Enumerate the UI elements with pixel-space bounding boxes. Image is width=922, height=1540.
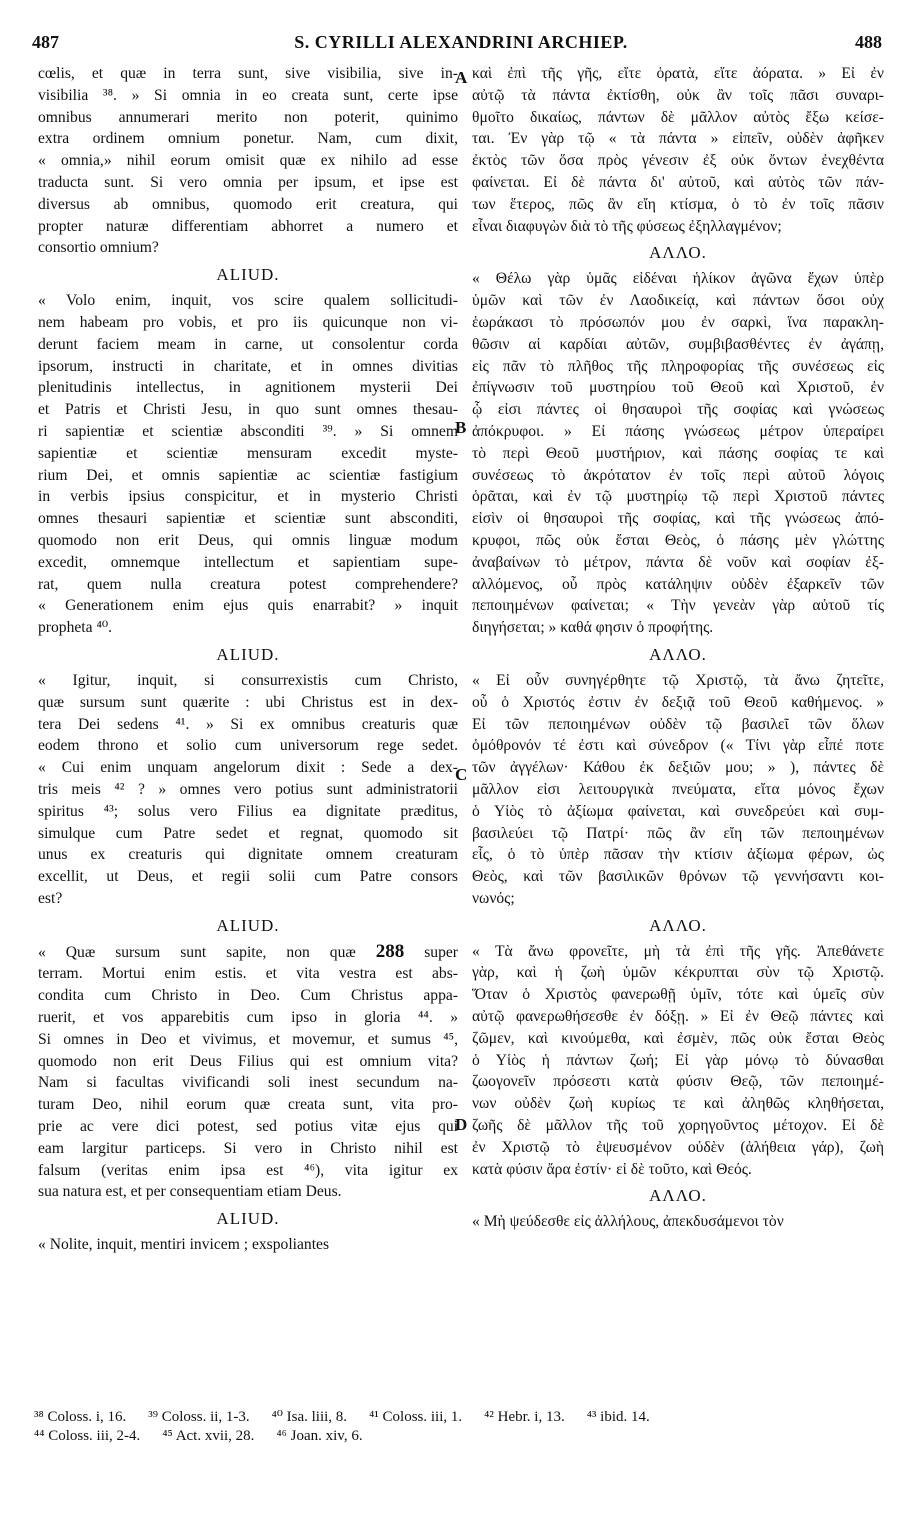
text-line: τῶν ἀγγέλων· Κάθου ἐκ δεξιῶν μου; » ), πάντες δὲ	[472, 759, 884, 777]
footnote-row	[34, 1408, 894, 1427]
text-line: βασιλεύει τῷ Πατρί· πῶς ἂν εἴη τῶν πεποιημένων	[472, 824, 884, 842]
text-line: eodem throno et solio cum universorum rege sedet.	[38, 737, 458, 755]
text-paragraph	[38, 670, 458, 910]
footnote-item: ⁴⁶ Joan. xiv, 6.	[276, 1428, 363, 1444]
text-line: eam largitur particeps. Si vero in Christo nihil est	[38, 1139, 458, 1157]
text-line: in verbis ipsius conspicitur, et in mysterio Christi	[38, 488, 458, 506]
section-heading: ALIUD.	[216, 1209, 280, 1229]
text-line: ὁρᾶται, καὶ ἐν τῷ μυστηρίῳ τῷ περὶ Χριστοῦ πάντες	[472, 488, 884, 506]
text-line: sapientiæ et scientiæ mensuram excedit myste-	[38, 444, 458, 462]
column-number: 288	[375, 940, 405, 962]
text-line: Nam si facultas vivificandi soli inest secundum na-	[38, 1074, 458, 1092]
text-line: εἷς, ὁ τὸ ὑπὲρ πᾶσαν τὴν κτίσιν ἀξίωμα φέρων, ὡς	[472, 846, 884, 864]
text-line: omnibus annumerari merito non poterit, quinimo	[38, 108, 458, 126]
footnote-item: ⁴⁵ Act. xvii, 28.	[162, 1428, 255, 1444]
text-line: ὁμόθρονόν τέ ἐστι καὶ σύνεδρον (« Τίνι γὰρ εἶπέ ποτε	[472, 737, 884, 755]
text-line: συνέσεως τὸ ἀκρότατον ἐν τοῖς περὶ αὐτοῦ λόγοις	[472, 466, 884, 484]
text-line: Εἰ τῶν πεποιημένων οὐδὲν τῷ βασιλεῖ τῶν ὅλων	[472, 715, 884, 733]
text-line: γὰρ, καὶ ἡ ζωὴ ὑμῶν κέκρυπται σὺν τῷ Χριστῷ.	[472, 964, 884, 982]
text-line: quæ sursum sunt quærite : ubi Christus est in dex-	[38, 693, 458, 711]
text-line: « Τὰ ἄνω φρονεῖτε, μὴ τὰ ἐπὶ τῆς γῆς. Ἀπεθάνετε	[472, 942, 884, 960]
text-line: sua natura est, et per consequentiam etiam Deus.	[38, 1183, 342, 1201]
text-paragraph	[38, 63, 458, 259]
footnote-item: ⁴³ ibid. 14.	[586, 1409, 650, 1425]
text-line: ἑωράκασι τὸ πρόσωπόν μου ἐν σαρκὶ, ἵνα παρακλη-	[472, 313, 884, 331]
latin-column	[38, 63, 458, 1256]
text-line: turam Deo, nihil eorum quæ creata sunt, vita pro-	[38, 1096, 458, 1114]
text-line: excellit, ut Deus, et regii solii cum Patre consors	[38, 868, 458, 886]
text-line: ζωογονεῖν πρόσεστι κατὰ φύσιν Θεῷ, τῶν πεποιημέ-	[472, 1073, 884, 1091]
text-line: « Generationem enim ejus quis enarrabit? » inquit	[38, 597, 458, 615]
footnotes	[34, 1408, 894, 1446]
text-line: νωνός;	[472, 889, 515, 907]
text-line: omnes thesauri sapientiæ et scientiæ sunt absconditi,	[38, 510, 458, 528]
text-line: « Volo enim, inquit, vos scire qualem sollicitudi-	[38, 292, 458, 310]
text-line: οὗ ὁ Χριστός ἐστιν ἐν δεξιᾷ τοῦ Θεοῦ καθήμενος. »	[472, 693, 884, 711]
text-line: Ὅταν ὁ Χριστὸς φανερωθῇ ὑμῖν, τότε καὶ ὑμεῖς σὺν	[472, 986, 884, 1004]
text-line: spiritus ⁴³; solus vero Filius ea dignitate præditus,	[38, 802, 458, 820]
text-line: διηγήσεται; » καθά φησιν ὁ προφήτης.	[472, 619, 714, 637]
text-line: αὐτῷ φανερωθήσεσθε ἐν δόξῃ. » Εἰ ἐν Θεῷ πάντες καὶ	[472, 1008, 884, 1026]
text-line: θῶσιν αἱ καρδίαι αὐτῶν, συμβιβασθέντες ἐν ἀγάπῃ,	[472, 335, 884, 353]
text-line: « Quæ sursum sunt sapite, non quæ 288 super	[38, 940, 458, 962]
text-line: quomodo non erit Deus Filius qui est omnium vita?	[38, 1052, 458, 1070]
text-line: falsum (veritas enim ipsa est ⁴⁶), vita igitur ex	[38, 1161, 458, 1179]
text-line: prie ac vere dici potest, sed potius vitæ ejus qui	[38, 1118, 458, 1136]
text-line: ζωῆς δὲ μᾶλλον τῆς τοῦ χορηγοῦντος μέτοχον. Εἰ δὲ	[472, 1117, 884, 1135]
left-page-number: 487	[32, 32, 59, 52]
right-page-number: 488	[855, 32, 882, 52]
text-line: καὶ ἐπὶ τῆς γῆς, εἴτε ὁρατὰ, εἴτε ἀόρατα. » Εἰ ἐν	[472, 65, 884, 82]
footnote-item: ³⁸ Coloss. i, 16.	[34, 1409, 127, 1425]
page-header	[0, 32, 922, 62]
section-heading: ΑΛΛΟ.	[649, 644, 707, 664]
text-line: ὁ Υἱὸς ἡ πάντων ζωή; Εἰ γὰρ μόνῳ τὸ δύνασθαι	[472, 1051, 884, 1069]
text-line: ᾧ εἰσι πάντες οἱ θησαυροὶ τῆς σοφίας καὶ γνώσεως	[472, 401, 884, 419]
text-line: ὑμῶν καὶ τῶν ἐν Λαοδικείᾳ, καὶ πάντων ὅσοι οὐχ	[472, 292, 884, 310]
section-heading: ALIUD.	[216, 265, 280, 285]
text-line: ἀπόκρυφοι. » Εἰ πάσης γνώσεως μέτρον ὑπεραίρει	[472, 422, 884, 440]
text-line: tris meis ⁴² ? » omnes vero potius sunt administratorii	[38, 780, 458, 798]
text-line: φαίνεται. Εἰ δὲ πάντα δι' αὐτοῦ, καὶ αὐτὸς τῶν πάν-	[472, 173, 884, 191]
text-line: terram. Mortui enim estis. et vita vestra est abs-	[38, 965, 458, 983]
text-paragraph	[38, 290, 458, 639]
section-heading: ΑΛΛΟ.	[649, 1186, 707, 1206]
text-line: est?	[38, 889, 63, 907]
section-heading: ΑΛΛΟ.	[649, 915, 707, 935]
text-line: « Μὴ ψεύδεσθε εἰς ἀλλήλους, ἀπεκδυσάμενοι τὸν	[472, 1213, 784, 1231]
text-line: « Cui enim unquam angelorum dixit : Sede a dex-	[38, 759, 458, 777]
text-line: ipsorum, instructi in charitate, et in omnes divitias	[38, 357, 458, 375]
text-line: visibilia ³⁸. » Si omnia in eo creata sunt, certe ipse	[38, 86, 458, 104]
text-line: μᾶλλον εἰσι λειτουργικὰ πνεύματα, εἴτα μόνος ἔχων	[472, 780, 884, 798]
text-line: εἰς πᾶν τὸ πλῆθος τῆς πληροφορίας τῆς συνέσεως εἰς	[472, 357, 884, 375]
text-line: derunt faciem meam in carne, ut consolentur corda	[38, 335, 458, 353]
text-line: νων οὐδὲν ζωὴ κυρίως τε καὶ ἀληθῶς κληθήσεται,	[472, 1095, 884, 1113]
text-paragraph	[472, 670, 884, 910]
text-line: cœlis, et quæ in terra sunt, sive visibilia, sive in-	[38, 65, 458, 82]
margin-marker-b: B	[455, 418, 467, 437]
text-line: Si omnes in Deo et vivimus, et movemur, et sumus ⁴⁵,	[38, 1030, 458, 1048]
text-line: ri sapientiæ et scientiæ absconditi ³⁹. » Si omnem	[38, 422, 458, 440]
text-line: propheta ⁴⁰.	[38, 619, 113, 637]
text-line: consortio omnium?	[38, 239, 159, 257]
text-line: excedit, omnemque intellectum et sapientiam supe-	[38, 553, 458, 571]
footnote-item: ³⁹ Coloss. ii, 1-3.	[148, 1409, 250, 1425]
text-line: et Patris et Christi Jesu, in quo sunt omnes thesau-	[38, 401, 458, 419]
text-line: « Igitur, inquit, si consurrexistis cum Christo,	[38, 671, 458, 689]
text-line: ἀναβαίνων τὸ μέτρον, πάντα δὲ νοῦν καὶ σοφίαν ἐξ-	[472, 553, 884, 571]
text-line: rat, quem nulla creatura potest comprehendere?	[38, 575, 458, 593]
text-line: κρυφοι, πῶς οὐκ ἔσται Θεὸς, ὁ πάσης μὲν γλώττης	[472, 531, 884, 549]
text-line: εἶναι διαφυγὼν διὰ τὸ τῆς φύσεως ἐξηλλαγμένον;	[472, 217, 782, 235]
text-line: simulque cum Patre sedet et regnat, quomodo sit	[38, 824, 458, 842]
running-title: S. CYRILLI ALEXANDRINI ARCHIEP.	[294, 32, 628, 52]
text-line: εἰσὶν οἱ θησαυροὶ τῆς σοφίας, καὶ τῆς γνώσεως ἀπό-	[472, 510, 884, 528]
section-heading: ALIUD.	[216, 644, 280, 664]
text-line: rium Dei, et omnis sapientiæ ac scientiæ fastigium	[38, 466, 458, 484]
text-line: quomodo non erit Deus, qui omnis linguæ modum	[38, 531, 458, 549]
text-line: ἐν Χριστῷ τὸ ἐψευσμένον οὐδὲν (ἀλήθεια γάρ), ζωὴ	[472, 1138, 884, 1156]
text-line: condita cum Christo in Deo. Cum Christus appa-	[38, 987, 458, 1005]
text-line: propter naturæ differentiam abhorret a numero et	[38, 217, 458, 235]
footnote-item: ⁴⁰ Isa. liii, 8.	[271, 1409, 348, 1425]
text-line: κατὰ φύσιν ἄρα ἐστίν· εἰ δὲ τοῦτο, καὶ Θεός.	[472, 1160, 752, 1178]
margin-marker-d: D	[455, 1115, 468, 1134]
section-heading: ΑΛΛΟ.	[649, 243, 707, 263]
text-line: των ἕτερος, πῶς ἂν εἴη κτίσμα, ὁ τὸ ἐν τοῖς πᾶσιν	[472, 195, 884, 213]
text-line: nem habeam pro vobis, et pro iis quicunque non vi-	[38, 313, 458, 331]
text-line: αὐτῷ τὰ πάντα ἐκτίσθη, οὐκ ἂν τοῖς πᾶσι συναρι-	[472, 86, 884, 104]
text-line: θμοῖτο δικαίως, πάντων δὲ μᾶλλον αὐτὸς ἔξω κείσε-	[472, 108, 884, 126]
text-line: ται. Ἐν γὰρ τῷ « τὰ πάντα » εἰπεῖν, οὐδὲν ἀφῆκεν	[472, 130, 884, 148]
text-line: « omnia,» nihil eorum omisit quæ ex nihilo ad esse	[38, 152, 458, 170]
text-line: ὁ Υἱὸς τὸ ἀξίωμα φαίνεται, καὶ συνεδρεύει καὶ συμ-	[472, 802, 884, 820]
text-line: τὸ περὶ Θεοῦ μυστήριον, καὶ πάσης σοφίας τε καὶ	[472, 444, 884, 462]
text-paragraph	[472, 941, 884, 1181]
text-line: plenitudinis intellectus, in agnitionem mysterii Dei	[38, 379, 458, 397]
text-line: « Θέλω γὰρ ὑμᾶς εἰδέναι ἡλίκον ἀγῶνα ἔχων ὑπὲρ	[472, 270, 884, 288]
text-line: unus ex creaturis qui dignitate omnem creaturam	[38, 846, 458, 864]
text-line: traducta sunt. Si vero omnia per ipsum, et ipse est	[38, 173, 458, 191]
text-paragraph	[472, 63, 884, 237]
text-line: tera Dei sedens ⁴¹. » Si ex omnibus creaturis quæ	[38, 715, 458, 733]
text-line: ζῶμεν, καὶ κινούμεθα, καὶ ἐσμὲν, πῶς οὐκ ἔσται Θεὸς	[472, 1029, 884, 1047]
text-line: πεποιημένων φαίνεται; « Τὴν γενεὰν γὰρ αὐτοῦ τίς	[472, 597, 884, 615]
footnote-item: ⁴² Hebr. i, 13.	[484, 1409, 565, 1425]
text-line: ἐπίγνωσιν τοῦ μυστηρίου τοῦ Θεοῦ καὶ Χριστοῦ, ἐν	[472, 379, 884, 397]
text-line: « Εἰ οὖν συνηγέρθητε τῷ Χριστῷ, τὰ ἄνω ζητεῖτε,	[472, 671, 884, 689]
footnote-row	[34, 1427, 894, 1446]
text-paragraph	[38, 941, 458, 1204]
text-line: ruerit, et vos apparebitis cum ipso in gloria ⁴⁴. »	[38, 1009, 458, 1027]
text-line: diversus ab omnibus, quomodo erit creatura, qui	[38, 195, 458, 213]
greek-column	[472, 63, 884, 1233]
footnote-item: ⁴¹ Coloss. iii, 1.	[369, 1409, 463, 1425]
text-line: « Nolite, inquit, mentiri invicem ; exspoliantes	[38, 1236, 330, 1254]
text-line: ἐκτὸς τῶν ὅσα πρὸς γένεσιν ἐξ οὐκ ὄντων ἐνεχθέντα	[472, 152, 884, 170]
margin-marker-c: C	[455, 765, 468, 784]
text-paragraph	[472, 268, 884, 639]
text-line: extra ordinem omnium ponetur. Nam, cum dixit,	[38, 130, 458, 148]
text-paragraph	[38, 1234, 458, 1256]
text-line: Θεὸς, καὶ τῶν βασιλικῶν θρόνων τῷ γεννήσαντι κοι-	[472, 868, 884, 886]
text-line: αλλόμενος, οὗ πρὸς κατάληψιν οὐδὲν ἐξαρκεῖν τῶν	[472, 575, 884, 593]
section-heading: ALIUD.	[216, 915, 280, 935]
text-paragraph	[472, 1211, 884, 1233]
footnote-item: ⁴⁴ Coloss. iii, 2-4.	[34, 1428, 141, 1444]
margin-marker-a: A	[455, 68, 468, 87]
